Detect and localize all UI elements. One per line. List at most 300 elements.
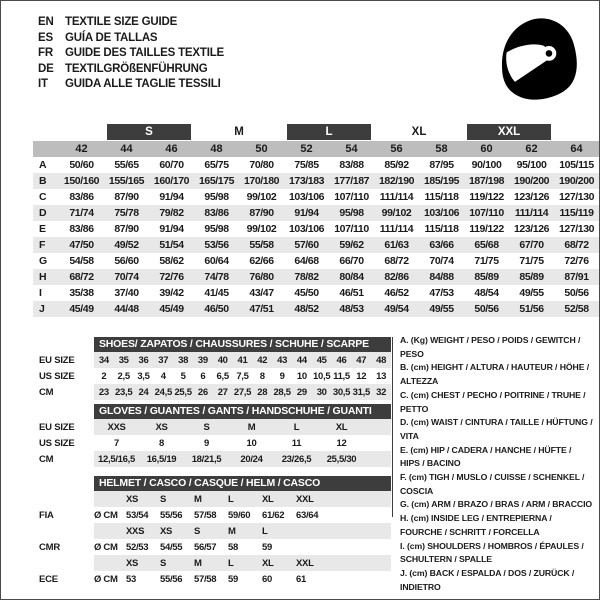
table-cell: 95/98	[204, 191, 229, 203]
table-cell: 87/90	[114, 191, 139, 203]
table-cell: 43/47	[249, 287, 274, 299]
row-label: US SIZE	[39, 370, 75, 382]
table-cell: 64/68	[294, 255, 319, 267]
table-cell: 87/90	[114, 223, 139, 235]
table-cell: L	[293, 421, 300, 433]
table-cell: 127/130	[558, 191, 595, 203]
row-key: H	[33, 269, 59, 285]
table-cell: 39	[197, 354, 208, 366]
empty-cell	[33, 123, 104, 141]
table-cell: 23/26,5	[281, 453, 312, 465]
section-row	[39, 384, 391, 400]
language-row	[38, 46, 224, 62]
table-cell: 36	[138, 354, 149, 366]
table-cell: 38	[178, 354, 189, 366]
table-cell: 44/48	[104, 301, 149, 317]
table-cell: 103/106	[419, 205, 464, 221]
table-cell: 75/85	[294, 159, 319, 171]
section-row	[39, 435, 391, 451]
table-cell: 70/80	[249, 159, 274, 171]
table-cell: 34	[98, 354, 109, 366]
table-cell: 3,5	[137, 370, 150, 382]
table-cell: 48/52	[284, 301, 329, 317]
empty-cell	[33, 141, 59, 157]
table-cell: 52/58	[554, 301, 599, 317]
language-title: GUIDA ALLE TAGLIE TESSILI	[65, 78, 221, 90]
legend-item: B. (cm) HEIGHT / ALTURA / HAUTEUR / HÖHE / ALTEZZA	[400, 362, 590, 387]
table-cell: 48/54	[474, 287, 499, 299]
table-cell: 26	[197, 386, 208, 398]
table-cell: 80/84	[329, 269, 374, 285]
language-code: FR	[38, 47, 53, 59]
measurement-row-h	[33, 269, 599, 285]
size-letter-cell: S	[194, 525, 201, 537]
language-code: EN	[38, 16, 54, 28]
table-cell: 23,5	[115, 386, 133, 398]
row-cells	[94, 368, 391, 384]
size-number-cell: 62	[509, 141, 554, 157]
table-cell: 9	[279, 370, 285, 382]
table-cell: 83/86	[69, 223, 94, 235]
table-cell: 50/60	[69, 159, 94, 171]
gloves-section-header: GLOVES / GUANTES / GANTS / HANDSCHUHE / GUANTI	[94, 404, 391, 419]
helmet-icon	[491, 11, 583, 105]
table-cell: 123/126	[513, 223, 550, 235]
table-cell: 155/165	[104, 173, 149, 189]
table-cell: 40	[217, 354, 228, 366]
measurement-row-c	[33, 189, 599, 205]
table-cell: 2,5	[117, 370, 130, 382]
language-title-list	[38, 15, 224, 93]
table-cell: 46/51	[339, 287, 364, 299]
size-letter-cell: XS	[160, 525, 173, 537]
table-cell: 107/110	[334, 191, 369, 203]
table-cell: 20/24	[240, 453, 263, 465]
helmet-value-row	[39, 539, 391, 555]
table-cell: 25,5	[174, 386, 192, 398]
legend-divider	[392, 337, 393, 517]
table-cell: 58/62	[159, 255, 184, 267]
table-cell: 55/58	[239, 237, 284, 253]
legend-item: A. (Kg) WEIGHT / PESO / POIDS / GEWITCH / PESO	[400, 335, 581, 359]
size-letter-cell	[194, 123, 284, 141]
table-cell: 177/187	[329, 173, 374, 189]
helmet-value-row	[39, 507, 391, 523]
size-letter-l: L	[287, 124, 371, 140]
table-cell: 71/74	[59, 205, 104, 221]
size-letter-cell	[284, 123, 374, 141]
row-key: D	[33, 205, 59, 221]
table-cell: 50/56	[464, 301, 509, 317]
table-cell: 56/57	[194, 541, 217, 553]
table-cell: 115/118	[424, 223, 459, 235]
measurement-row-e	[33, 221, 599, 237]
size-letter-cell: XL	[262, 557, 274, 569]
size-letter-cell: XXL	[296, 493, 314, 505]
table-cell: 41	[237, 354, 248, 366]
language-row	[38, 77, 224, 93]
table-cell: 57/60	[284, 237, 329, 253]
table-cell: 56/60	[114, 255, 139, 267]
size-number-cell: 58	[419, 141, 464, 157]
language-title: GUIDE DES TAILLES TEXTILE	[65, 47, 224, 59]
table-cell: 18/21,5	[191, 453, 222, 465]
table-cell: 74/78	[194, 269, 239, 285]
table-cell: 91/94	[284, 205, 329, 221]
table-cell: 60	[262, 573, 272, 585]
size-letter-cell: M	[194, 493, 202, 505]
table-cell: 6	[200, 370, 206, 382]
table-cell: 72/76	[564, 255, 589, 267]
size-letter-xl: XL	[411, 126, 427, 138]
table-cell: 65/75	[204, 159, 229, 171]
table-cell: 30,5	[332, 386, 351, 398]
table-cell: 95/100	[516, 159, 547, 171]
table-cell: 44	[296, 354, 307, 366]
measurement-legend	[400, 334, 593, 594]
table-cell: 5	[180, 370, 186, 382]
size-letter-cell: S	[160, 557, 167, 569]
table-cell: 35/38	[69, 287, 94, 299]
table-cell: 123/126	[513, 191, 550, 203]
table-cell: 90/100	[471, 159, 502, 171]
table-cell: 105/115	[559, 159, 594, 171]
table-cell: 59/62	[329, 237, 374, 253]
table-cell: 2	[101, 370, 107, 382]
table-cell: 46	[336, 354, 347, 366]
table-cell: 27,5	[233, 386, 252, 398]
table-cell: 51/56	[509, 301, 554, 317]
table-cell: 68/72	[554, 237, 599, 253]
table-cell: 107/110	[334, 223, 369, 235]
table-cell: 83/88	[339, 159, 364, 171]
empty-cell	[554, 123, 599, 141]
table-cell: 60/70	[159, 159, 184, 171]
table-cell: 68/72	[59, 269, 104, 285]
table-cell: 54/55	[160, 541, 183, 553]
table-cell: 85/92	[384, 159, 409, 171]
table-cell: 7	[114, 437, 119, 449]
row-label: CMR	[39, 541, 61, 553]
size-letter-cell	[104, 123, 194, 141]
table-cell: 12	[336, 437, 347, 449]
size-letter-cell	[374, 123, 464, 141]
row-label: EU SIZE	[39, 421, 75, 433]
table-cell: 68/72	[384, 255, 409, 267]
table-cell: XS	[155, 421, 168, 433]
table-cell: 47/50	[59, 237, 104, 253]
row-label: EU SIZE	[39, 354, 75, 366]
table-cell: 190/200	[554, 173, 599, 189]
size-number-cell: 54	[329, 141, 374, 157]
size-number-cell: 44	[104, 141, 149, 157]
table-cell: 103/106	[288, 223, 325, 235]
section-row	[39, 368, 391, 384]
table-cell: 85/89	[464, 269, 509, 285]
table-cell: 71/75	[519, 255, 544, 267]
table-cell: 71/75	[474, 255, 499, 267]
table-cell: 107/110	[464, 205, 509, 221]
row-cells	[94, 352, 391, 368]
table-cell: 24	[138, 386, 149, 398]
size-letter-cell: XXS	[126, 525, 145, 537]
table-cell: 11	[291, 437, 302, 449]
table-cell: 99/102	[374, 205, 419, 221]
size-letter-cell: M	[228, 525, 236, 537]
table-cell: 7,5	[236, 370, 249, 382]
table-cell: 49/55	[519, 287, 544, 299]
table-cell: 49/52	[104, 237, 149, 253]
row-cells	[94, 491, 391, 507]
table-cell: 63/66	[419, 237, 464, 253]
row-key: A	[39, 159, 47, 171]
legend-item: H. (cm) INSIDE LEG / ENTREPIERNA / FOURCHE / SCHRITT / FORCELLA	[400, 513, 552, 537]
size-letter-cell	[464, 123, 554, 141]
table-cell: 39/42	[159, 287, 184, 299]
size-letter-row	[33, 123, 599, 141]
table-cell: 182/190	[374, 173, 419, 189]
table-cell: 49/54	[374, 301, 419, 317]
size-letter-cell: XS	[126, 493, 139, 505]
table-cell: 47/51	[239, 301, 284, 317]
helmet-value-row	[39, 571, 391, 587]
legend-item: I. (cm) SHOULDERS / HOMBROS / ÉPAULES / SCHULTERN / SPALLE	[400, 540, 584, 565]
legend-item: F. (cm) TIGH / MUSLO / CUISSE / SCHENKEL / COSCIA	[400, 472, 585, 496]
table-cell: 91/94	[159, 223, 184, 235]
row-label: CM	[39, 453, 54, 465]
table-cell: 91/94	[159, 191, 184, 203]
table-cell: 53/54	[126, 509, 149, 521]
table-cell: 9	[204, 437, 209, 449]
row-cells	[94, 507, 391, 523]
table-cell: 35	[118, 354, 129, 366]
row-key: I	[39, 287, 42, 299]
legend-item: C. (cm) CHEST / PECHO / POITRINE / TRUHE / PETTO	[400, 389, 586, 414]
table-cell: 185/195	[419, 173, 464, 189]
language-title: TEXTILE SIZE GUIDE	[65, 16, 178, 28]
language-row	[38, 62, 224, 78]
table-cell: 62/66	[249, 255, 274, 267]
table-cell: 87/90	[239, 205, 284, 221]
size-letter-cell: S	[160, 493, 167, 505]
size-letter-cell: M	[194, 557, 202, 569]
helmet-size-row	[39, 523, 391, 539]
table-cell: 37/40	[114, 287, 139, 299]
table-cell: S	[203, 421, 210, 433]
table-cell: 49/55	[419, 301, 464, 317]
table-cell: 83/86	[69, 191, 94, 203]
measurement-row-a	[33, 157, 599, 173]
row-key: B	[33, 173, 59, 189]
size-number-cell: 48	[194, 141, 239, 157]
table-cell: 53/56	[194, 237, 239, 253]
section-row	[39, 451, 391, 467]
language-row	[38, 15, 224, 31]
table-cell: 43	[277, 354, 288, 366]
row-key: C	[39, 191, 47, 203]
unit-label: Ø CM	[94, 509, 118, 521]
table-cell: 51/54	[149, 237, 194, 253]
table-cell: 67/70	[509, 237, 554, 253]
size-number-cell: 50	[239, 141, 284, 157]
table-cell: 57/58	[194, 509, 217, 521]
table-cell: 187/198	[464, 173, 509, 189]
row-label: US SIZE	[39, 437, 75, 449]
table-cell: 41/45	[204, 287, 229, 299]
table-cell: M	[247, 421, 256, 433]
row-label: FIA	[39, 509, 54, 521]
table-cell: 115/118	[424, 191, 459, 203]
table-cell: 54/58	[69, 255, 94, 267]
textile-size-table	[33, 123, 599, 317]
table-cell: 4	[160, 370, 166, 382]
table-cell: 50/56	[564, 287, 589, 299]
table-cell: 58	[228, 541, 238, 553]
size-letter-xxl: XXL	[467, 124, 551, 140]
table-cell: 45/49	[149, 301, 194, 317]
table-cell: 46/52	[384, 287, 409, 299]
size-letter-cell: L	[228, 493, 234, 505]
table-cell: 115/119	[554, 205, 599, 221]
row-label: ECE	[39, 573, 58, 585]
shoes-size-table	[39, 337, 391, 400]
table-cell: 45	[316, 354, 327, 366]
helmet-size-row	[39, 491, 391, 507]
table-cell: 82/86	[374, 269, 419, 285]
table-cell: 45/50	[294, 287, 319, 299]
table-cell: 70/74	[429, 255, 454, 267]
row-cells	[94, 384, 391, 400]
size-number-cell: 56	[374, 141, 419, 157]
helmet-size-row	[39, 555, 391, 571]
language-title: TEXTILGRÖßENFÜHRUNG	[65, 62, 208, 75]
row-cells	[94, 435, 391, 451]
table-cell: 65/68	[464, 237, 509, 253]
table-cell: 42	[257, 354, 268, 366]
table-cell: 127/130	[558, 223, 595, 235]
table-cell: 160/170	[149, 173, 194, 189]
table-cell: 87/91	[554, 269, 599, 285]
table-cell: 95/98	[204, 223, 229, 235]
language-row	[38, 31, 224, 47]
table-cell: 78/82	[284, 269, 329, 285]
table-cell: 75/78	[104, 205, 149, 221]
table-cell: 47/53	[429, 287, 454, 299]
table-cell: 8	[259, 370, 265, 382]
unit-label: Ø CM	[94, 541, 118, 553]
table-cell: 119/122	[469, 191, 504, 203]
table-cell: 31,5	[352, 386, 370, 398]
row-cells	[94, 419, 391, 435]
table-cell: 30	[316, 386, 327, 398]
table-cell: 70/74	[104, 269, 149, 285]
language-title: GUÍA DE TALLAS	[65, 31, 158, 44]
helmet-size-table	[39, 476, 391, 587]
table-cell: 87/95	[429, 159, 454, 171]
language-code: ES	[38, 31, 53, 44]
table-cell: 57/58	[194, 573, 217, 585]
table-cell: 72/76	[149, 269, 194, 285]
table-cell: 46/50	[194, 301, 239, 317]
table-cell: 12	[356, 370, 367, 382]
table-cell: 66/70	[339, 255, 364, 267]
size-number-cell: 42	[59, 141, 104, 157]
table-cell: 111/114	[509, 205, 554, 221]
row-key: J	[33, 301, 59, 317]
table-cell: 23	[98, 386, 109, 398]
table-cell: 55/56	[160, 509, 183, 521]
table-cell: 11,5	[333, 370, 350, 382]
size-number-cell: 64	[554, 141, 599, 157]
table-cell: 165/175	[194, 173, 239, 189]
gloves-size-table	[39, 404, 391, 467]
table-cell: 48/53	[329, 301, 374, 317]
table-cell: 190/200	[509, 173, 554, 189]
legend-item: G. (cm) ARM / BRAZO / BRAS / ARM / BRACCIO	[400, 499, 593, 510]
row-cells	[94, 539, 391, 555]
table-cell: 47	[356, 354, 367, 366]
table-cell: 59/60	[228, 509, 251, 521]
table-cell: 173/183	[284, 173, 329, 189]
table-cell: 25,5/30	[326, 453, 357, 465]
table-cell: 61	[296, 573, 306, 585]
table-cell: 95/98	[329, 205, 374, 221]
table-cell: 12,5/16,5	[98, 453, 135, 465]
measurement-row-i	[33, 285, 599, 301]
table-cell: 61/63	[374, 237, 419, 253]
table-cell: 61/62	[262, 509, 285, 521]
table-cell: 45/49	[59, 301, 104, 317]
table-cell: 52/53	[126, 541, 149, 553]
size-number-cell: 46	[149, 141, 194, 157]
measurement-row-d	[33, 205, 599, 221]
table-cell: 63/64	[296, 509, 319, 521]
table-cell: 59	[262, 541, 272, 553]
table-cell: 10	[246, 437, 257, 449]
size-number-cell: 52	[284, 141, 329, 157]
size-letter-cell: L	[262, 525, 268, 537]
row-cells	[94, 451, 391, 467]
table-cell: 79/82	[149, 205, 194, 221]
table-cell: 10,5	[313, 370, 331, 382]
size-letter-cell: XS	[126, 557, 139, 569]
table-cell: 59	[228, 573, 238, 585]
table-cell: 16,5/19	[146, 453, 177, 465]
table-cell: 8	[159, 437, 164, 449]
table-cell: 27	[217, 386, 228, 398]
size-letter-m: M	[234, 126, 244, 138]
table-cell: XXS	[107, 421, 126, 433]
table-cell: 83/86	[194, 205, 239, 221]
table-cell: 99/102	[246, 223, 277, 235]
table-cell: 24,5	[154, 386, 172, 398]
row-cells	[94, 523, 391, 539]
size-letter-s: S	[107, 124, 191, 140]
measurement-row-f	[33, 237, 599, 253]
section-row	[39, 419, 391, 435]
size-letter-cell: XL	[262, 493, 274, 505]
row-key: G	[39, 255, 48, 267]
table-cell: 103/106	[288, 191, 325, 203]
table-cell: 55/56	[160, 573, 183, 585]
table-cell: 85/89	[509, 269, 554, 285]
table-cell: 150/160	[59, 173, 104, 189]
table-cell: 37	[158, 354, 169, 366]
row-cells	[94, 555, 391, 571]
measurement-row-j	[33, 301, 599, 317]
table-cell: 55/65	[114, 159, 139, 171]
table-cell: 13	[376, 370, 387, 382]
